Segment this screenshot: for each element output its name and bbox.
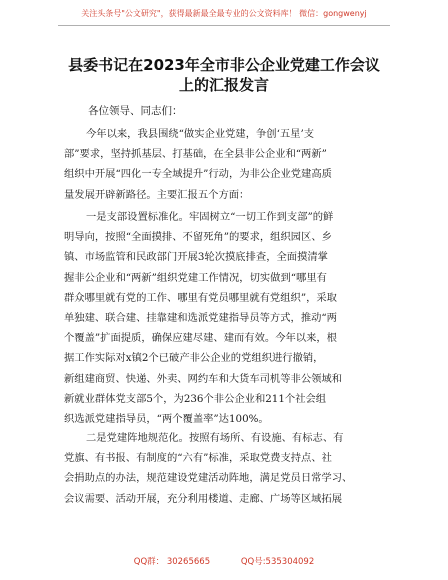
- footer-contact: [0, 555, 448, 567]
- paragraph-1: [64, 124, 394, 205]
- paragraph-line: 今年以来，我县围绕“做实企业党建，争创‘五星’支: [86, 128, 315, 140]
- paragraph-line: 二是党建阵地规范化。按照有场所、有设施、有标志、有: [86, 432, 344, 444]
- paragraph-line: 会议需要、活动开展，充分利用楼道、走廊、广场等区域拓展: [64, 492, 343, 505]
- document-title-line-1: 县委书记在2023年全市非公企业党建工作会议: [68, 56, 380, 74]
- document-title-line-2: 上的汇报发言: [178, 76, 269, 94]
- paragraph-3: [64, 428, 394, 509]
- header-divider: [58, 25, 390, 26]
- paragraph-line: 明导向，按照“全面摸排、不留死角”的要求，组织园区、乡: [64, 231, 332, 244]
- paragraph-line: 织选派党建指导员，“两个覆盖率”达100%。: [64, 412, 269, 425]
- paragraph-line: 据工作实际对x镇2个已破产非公企业的党组织进行撤销，: [64, 352, 324, 365]
- paragraph-line: 部”要求，坚持抓基层、打基础，在全县非公企业和“两新”: [64, 148, 327, 161]
- footer-qq-group: QQ群： 30265665: [133, 557, 211, 567]
- paragraph-line: 新组建商贸、快递、外卖、网约车和大货车司机等非公领域和: [64, 372, 343, 385]
- paragraph-line: 单独建、联合建、挂靠建和选派党建指导员等方式，推动“两: [64, 311, 337, 324]
- paragraph-line: 握非公企业和“两新”组织党建工作情况，切实做到“哪里有: [64, 271, 327, 284]
- greeting: 各位领导、同志们：: [88, 105, 183, 117]
- paragraph-line: 一是支部设置标准化。牢固树立“一切工作到支部”的鲜: [86, 211, 334, 223]
- footer-qq-number: QQ号:535304092: [240, 557, 315, 567]
- paragraph-line: 会捐助点的办法，规范建设党建活动阵地，满足党员日常学习、: [64, 472, 353, 485]
- paragraph-line: 党旗、有书报、有制度的“六有”标准，采取党费支持点、社: [64, 452, 332, 465]
- paragraph-line: 组织中开展“四化一专全域提升”行动，为非公企业党建高质: [64, 168, 332, 181]
- paragraph-line: 量发展开辟新路径。主要汇报五个方面：: [64, 188, 250, 201]
- paragraph-line: 镇、市场监管和民政部门开展3轮次摸底排查，全面摸清掌: [64, 251, 328, 264]
- header-note: 关注头条号"公文研究"，获得最新最全最专业的公文资料库！ 微信：gongwenyj: [81, 9, 367, 18]
- paragraph-line: 个覆盖”扩面提质，确保应建尽建、建而有效。今年以来，根: [64, 332, 337, 345]
- paragraph-2: [64, 207, 394, 429]
- paragraph-line: 群众哪里就有党的工作、哪里有党员哪里就有党组织”，采取: [64, 291, 337, 304]
- paragraph-line: 新就业群体党支部5个，为236个非公企业和211个社会组: [64, 392, 327, 405]
